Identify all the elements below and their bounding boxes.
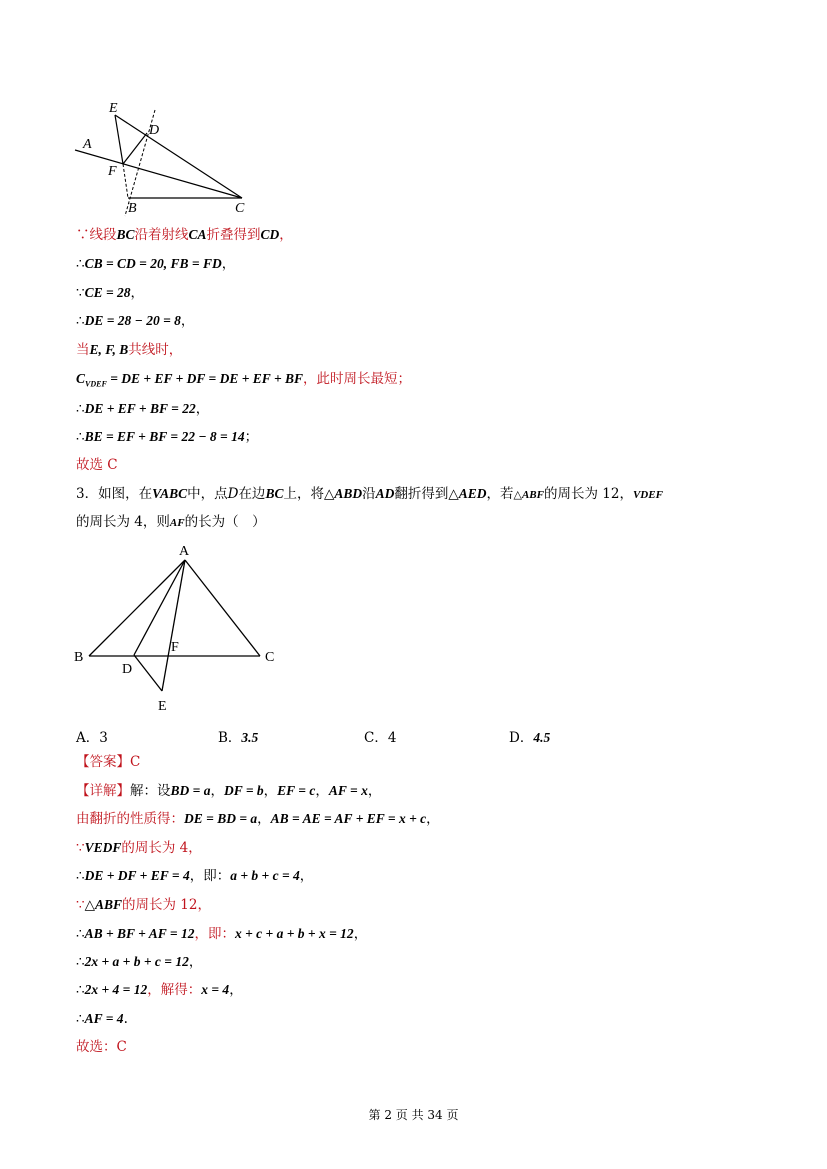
figure-fold-bc <box>70 98 260 218</box>
label-b: B <box>128 201 137 216</box>
option-a: A．3 <box>76 730 108 746</box>
label-c: C <box>235 201 245 216</box>
sol1-line2: ∴CB = CD = 20, FB = FD， <box>76 256 236 272</box>
label-e: E <box>158 699 167 714</box>
label-a: A <box>83 137 92 152</box>
label-e: E <box>109 101 118 116</box>
label-c: C <box>265 650 275 665</box>
sol3-line4: ∵VEDF的周长为 4， <box>76 840 202 856</box>
sol3-line6: ∵△ABF的周长为 12， <box>76 897 211 913</box>
sol3-line7: ∴AB + BF + AF = 12，即：x + c + a + b + x = 12， <box>76 926 368 942</box>
option-d: D．4.5 <box>509 730 551 746</box>
sol1-line8: ∴BE = EF + BF = 22 − 8 = 14； <box>76 429 259 445</box>
sol3-line8: ∴2x + a + b + c = 12， <box>76 954 203 970</box>
sol3-line2: 【详解】解：设BD = a，DF = b，EF = c，AF = x， <box>76 783 382 799</box>
option-c: C．4 <box>364 730 397 746</box>
sol3-line10: ∴AF = 4. <box>76 1011 128 1027</box>
label-b: B <box>74 650 84 665</box>
label-f: F <box>171 640 179 655</box>
sol3-line3: 由翻折的性质得：DE = BD = a，AB = AE = AF + EF = x + c， <box>76 811 440 827</box>
page-number: 第 2 页 共 34 页 <box>368 1108 459 1122</box>
option-b: B．3.5 <box>218 730 259 746</box>
q3-line2: 的周长为 4，则AF的长为（ ） <box>76 514 266 530</box>
label-d: D <box>122 662 133 677</box>
sol1-line1: ∵线段BC沿着射线CA折叠得到CD， <box>76 227 293 243</box>
figure-triangle-abc <box>70 540 285 718</box>
sol1-line7: ∴DE + EF + BF = 22， <box>76 401 210 417</box>
sol3-line5: ∴DE + DF + EF = 4，即：a + b + c = 4， <box>76 868 314 884</box>
sol1-line5: 当E, F, B共线时， <box>76 342 183 358</box>
sol1-line6: $C_{VDEF}$ = DE + EF + DF = DE + EF + BF，此时周长最短； <box>76 371 412 389</box>
sol1-line3: ∵CE = 28， <box>76 285 145 301</box>
label-f: F <box>108 164 117 179</box>
sol3-line1: 【答案】C <box>76 754 141 770</box>
sol3-line9: ∴2x + 4 = 12，解得：x = 4， <box>76 982 243 998</box>
sol1-line9: 故选 C <box>76 457 118 473</box>
sol1-line4: ∴DE = 28 − 20 = 8， <box>76 313 195 329</box>
label-a: A <box>179 544 190 559</box>
q3-line1: 3．如图，在VABC中，点D在边BC上，将△ABD沿AD翻折得到△AED，若△ABF的周长为 12，VDEF <box>76 486 663 502</box>
label-d: D <box>149 123 160 138</box>
sol3-line11: 故选：C <box>76 1039 127 1055</box>
